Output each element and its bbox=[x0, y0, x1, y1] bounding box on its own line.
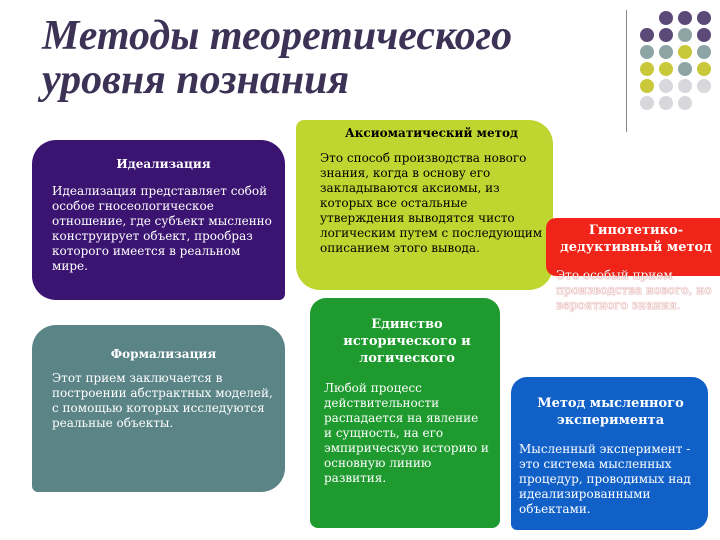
idealization-heading: Идеализация bbox=[116, 157, 211, 171]
thought-experiment-text: Мысленный эксперимент - это система мысленных процедур, проводимых над идеализированными объектами. bbox=[519, 442, 691, 516]
decor-dot bbox=[678, 11, 692, 25]
decor-dot bbox=[640, 45, 654, 59]
decor-vertical-line bbox=[626, 10, 627, 132]
thought-experiment-heading: Метод мысленного эксперимента bbox=[537, 396, 684, 428]
thought-experiment-card bbox=[511, 377, 708, 530]
hypothetico-heading: Гипотетико-дедуктивный метод bbox=[560, 223, 712, 255]
page-title: Методы теоретического уровня познания bbox=[42, 13, 513, 103]
decor-dot bbox=[659, 62, 673, 76]
formalization-heading: Формализация bbox=[110, 347, 217, 361]
decor-dot bbox=[697, 45, 711, 59]
unity-card bbox=[310, 298, 500, 528]
decor-dot bbox=[659, 96, 673, 110]
decor-dot bbox=[697, 62, 711, 76]
decor-dot bbox=[659, 79, 673, 93]
hypothetico-text: Это особый прием производства нового, но вероятного знания. bbox=[556, 268, 712, 312]
unity-heading: Единство исторического и логического bbox=[343, 317, 471, 366]
axiomatic-method-card bbox=[296, 120, 553, 290]
axiomatic-heading: Аксиоматический метод bbox=[344, 126, 519, 140]
decor-dot bbox=[659, 45, 673, 59]
unity-text: Любой процесс действительности распадается на явление и сущность, на его эмпирическую историю и основную линию развития. bbox=[324, 381, 489, 485]
decor-dot bbox=[640, 79, 654, 93]
decor-dot bbox=[697, 11, 711, 25]
decor-dot bbox=[640, 96, 654, 110]
decor-dot bbox=[697, 79, 711, 93]
decor-dot bbox=[697, 28, 711, 42]
decor-dot bbox=[640, 62, 654, 76]
decor-dot bbox=[659, 11, 673, 25]
decor-dot bbox=[678, 45, 692, 59]
decor-dot bbox=[678, 28, 692, 42]
idealization-card bbox=[32, 140, 285, 300]
axiomatic-text: Это способ производства нового знания, когда в основу его закладываются аксиомы, из которых все остальные утверждения выводятся чисто логическим путем с последующим описанием этого вывода. bbox=[320, 151, 543, 255]
idealization-text: Идеализация представляет собой особое гносеологическое отношение, где субъект мысленно конструирует объект, прообраз которого имеется в реальном мире. bbox=[52, 184, 272, 273]
formalization-card bbox=[32, 325, 285, 492]
decor-dot bbox=[659, 28, 673, 42]
decor-dot bbox=[678, 96, 692, 110]
decor-dot bbox=[678, 62, 692, 76]
decor-dot-grid bbox=[640, 11, 720, 111]
formalization-text: Этот прием заключается в построении абстрактных моделей, с помощью которых исследуются реальные объекты. bbox=[52, 371, 273, 430]
decor-dot bbox=[640, 28, 654, 42]
decor-dot bbox=[678, 79, 692, 93]
